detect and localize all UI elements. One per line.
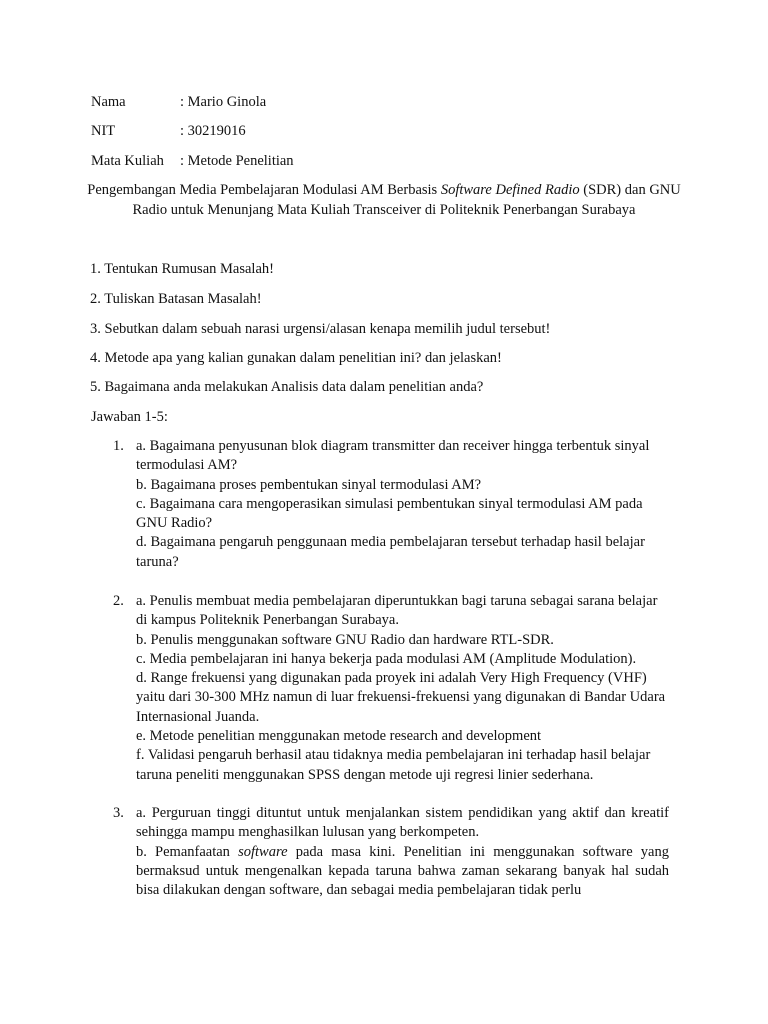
course-label: Mata Kuliah xyxy=(91,153,164,169)
answer-2-number: 2. xyxy=(113,593,124,609)
course-value: : Metode Penelitian xyxy=(180,153,294,169)
question-3: 3. Sebutkan dalam sebuah narasi urgensi/alasan kenapa memilih judul tersebut! xyxy=(90,321,551,337)
answer-2-line-a: a. Penulis membuat media pembelajaran diperuntukkan bagi taruna sebagai sarana belajar di kampus Politeknik Penerbangan Surabaya. xyxy=(136,593,658,629)
question-4: 4. Metode apa yang kalian gunakan dalam penelitian ini? dan jelaskan! xyxy=(90,350,502,366)
name-value: : Mario Ginola xyxy=(180,94,267,110)
answer-1-line-a: a. Bagaimana penyusunan blok diagram transmitter dan receiver hingga terbentuk sinyal termodulasi AM? xyxy=(136,438,650,474)
question-1: 1. Tentukan Rumusan Masalah! xyxy=(90,261,274,277)
nit-label: NIT xyxy=(91,123,116,139)
nit-value: : 30219016 xyxy=(180,123,246,139)
title-part-1: Pengembangan Media Pembelajaran Modulasi AM Berbasis xyxy=(87,182,441,198)
question-5: 5. Bagaimana anda melakukan Analisis data dalam penelitian anda? xyxy=(90,379,484,395)
answer-2-line-f: f. Validasi pengaruh berhasil atau tidaknya media pembelajaran ini terhadap hasil belajar taruna peneliti menggunakan SPSS dengan metode uji regresi linier sederhana. xyxy=(136,747,651,783)
title-part-2: (SDR) dan GNU Radio untuk Menunjang Mata Kuliah Transceiver di Politeknik Penerbangan Surabaya xyxy=(132,182,681,218)
document-title xyxy=(80,181,688,220)
answer-3-number: 3. xyxy=(113,805,124,821)
answer-2-line-c: c. Media pembelajaran ini hanya bekerja pada modulasi AM (Amplitude Modulation). xyxy=(136,650,637,667)
answer-1-body xyxy=(136,437,669,572)
answer-1-line-b: b. Bagaimana proses pembentukan sinyal termodulasi AM? xyxy=(136,476,482,493)
title-italic: Software Defined Radio xyxy=(440,182,580,198)
answer-2-line-e: e. Metode penelitian menggunakan metode research and development xyxy=(136,728,542,745)
answer-1-line-c: c. Bagaimana cara mengoperasikan simulasi pembentukan sinyal termodulasi AM pada GNU Radio? xyxy=(136,495,643,532)
answer-3-line-b-post: pada masa kini. Penelitian ini menggunakan software yang bermaksud untuk mengenalkan kepada taruna bahwa zaman sekarang banyak hal sudah bisa dilakukan dengan software, dan sebagai media pembelajaran tidak perlu xyxy=(136,843,669,899)
name-label: Nama xyxy=(91,94,126,110)
answer-2-line-d: d. Range frekuensi yang digunakan pada proyek ini adalah Very High Frequency (VHF) yaitu dari 30-300 MHz namun di luar frekuensi-frekuensi yang digunakan di Bandar Udara Internasional Juanda. xyxy=(136,670,666,725)
answer-3-line-a: a. Perguruan tinggi dituntut untuk menjalankan sistem pendidikan yang aktif dan kreatif sehingga mampu menghasilkan lulusan yang berkompeten. xyxy=(136,805,669,841)
answer-2-body xyxy=(136,592,669,785)
answer-1-line-d: d. Bagaimana pengaruh penggunaan media pembelajaran tersebut terhadap hasil belajar taruna? xyxy=(136,534,645,570)
question-2: 2. Tuliskan Batasan Masalah! xyxy=(90,291,262,307)
answer-3-line-b xyxy=(136,843,669,901)
answer-3-line-b-italic: software xyxy=(238,843,288,860)
answer-1-number: 1. xyxy=(113,438,124,454)
answer-3-body xyxy=(136,804,669,900)
answer-2-line-b: b. Penulis menggunakan software GNU Radio dan hardware RTL-SDR. xyxy=(136,631,554,648)
answers-label: Jawaban 1-5: xyxy=(91,409,168,425)
answer-3-line-b-pre: b. Pemanfaatan xyxy=(136,843,239,860)
